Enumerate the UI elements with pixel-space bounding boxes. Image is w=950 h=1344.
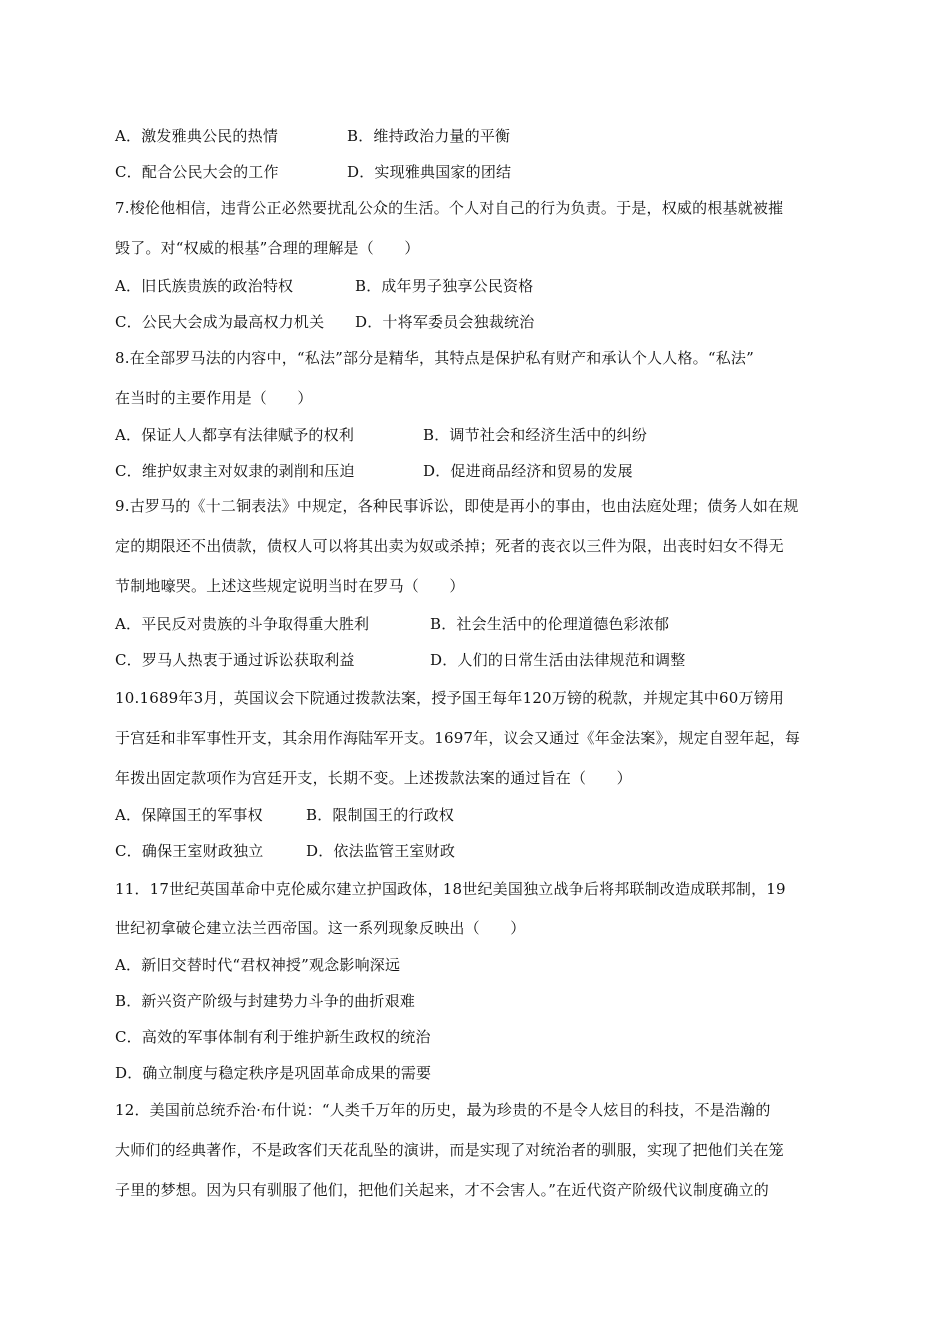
q11-stem-line-2: 世纪初拿破仑建立法兰西帝国。这一系列现象反映出（ ） <box>115 919 526 937</box>
q10-option-d: D．依法监管王室财政 <box>306 842 456 860</box>
q11-option-b: B．新兴资产阶级与封建势力斗争的曲折艰难 <box>115 992 416 1010</box>
q6-option-d: D．实现雅典国家的团结 <box>347 163 512 181</box>
q10-stem-line-2: 于宫廷和非军事性开支，其余用作海陆军开支。1697年，议会又通过《年金法案》，规定自翌年起，每 <box>115 729 801 747</box>
q9-option-c: C．罗马人热衷于通过诉讼获取利益 <box>115 651 355 669</box>
q6-option-c: C．配合公民大会的工作 <box>115 163 279 181</box>
q9-stem-line-2: 定的期限还不出债款，债权人可以将其出卖为奴或杀掉；死者的丧衣以三件为限，出丧时妇女不得无 <box>115 537 784 555</box>
q11-stem-line-1: 11．17世纪英国革命中克伦威尔建立护国政体，18世纪美国独立战争后将邦联制改造成联邦制，19 <box>115 880 786 898</box>
q12-stem-line-2: 大师们的经典著作，不是政客们天花乱坠的演讲，而是实现了对统治者的驯服，实现了把他们关在笼 <box>115 1141 784 1159</box>
q6-option-b: B．维持政治力量的平衡 <box>347 127 511 145</box>
q10-stem-line-3: 年拨出固定款项作为宫廷开支，长期不变。上述拨款法案的通过旨在（ ） <box>115 769 632 787</box>
q12-stem-line-1: 12．美国前总统乔治·布什说：“人类千万年的历史，最为珍贵的不是令人炫目的科技，不是浩瀚的 <box>115 1101 771 1119</box>
q8-option-c: C．维护奴隶主对奴隶的剥削和压迫 <box>115 462 355 480</box>
q7-option-c: C．公民大会成为最高权力机关 <box>115 313 325 331</box>
q8-stem-line-1: 8.在全部罗马法的内容中，“私法”部分是精华，其特点是保护私有财产和承认个人人格。“私法” <box>115 349 754 367</box>
q8-option-d: D．促进商品经济和贸易的发展 <box>423 462 633 480</box>
q12-stem-line-3: 子里的梦想。因为只有驯服了他们，把他们关起来，才不会害人。”在近代资产阶级代议制度确立的 <box>115 1181 769 1199</box>
q8-option-b: B．调节社会和经济生活中的纠纷 <box>423 426 648 444</box>
q6-option-a: A．激发雅典公民的热情 <box>115 127 279 145</box>
q10-option-b: B．限制国王的行政权 <box>306 806 455 824</box>
q8-stem-line-2: 在当时的主要作用是（ ） <box>115 389 313 407</box>
q9-stem-line-1: 9.古罗马的《十二铜表法》中规定，各种民事诉讼，即使是再小的事由，也由法庭处理；债务人如在规 <box>115 497 799 515</box>
q10-option-a: A．保障国王的军事权 <box>115 806 263 824</box>
q7-option-d: D．十将军委员会独裁统治 <box>355 313 535 331</box>
q9-stem-line-3: 节制地嚎哭。上述这些规定说明当时在罗马（ ） <box>115 577 465 595</box>
q11-option-d: D．确立制度与稳定秩序是巩固革命成果的需要 <box>115 1064 432 1082</box>
q9-option-a: A．平民反对贵族的斗争取得重大胜利 <box>115 615 370 633</box>
q8-option-a: A．保证人人都享有法律赋予的权利 <box>115 426 355 444</box>
q7-stem-line-2: 毁了。对“权威的根基”合理的理解是（ ） <box>115 239 420 257</box>
q7-stem-line-1: 7.梭伦他相信，违背公正必然要扰乱公众的生活。个人对自己的行为负责。于是，权威的根基就被摧 <box>115 199 784 217</box>
q11-option-c: C．高效的军事体制有利于维护新生政权的统治 <box>115 1028 431 1046</box>
q7-option-a: A．旧氏族贵族的政治特权 <box>115 277 294 295</box>
q10-option-c: C．确保王室财政独立 <box>115 842 264 860</box>
q7-option-b: B．成年男子独享公民资格 <box>355 277 534 295</box>
q9-option-b: B．社会生活中的伦理道德色彩浓郁 <box>430 615 670 633</box>
q11-option-a: A．新旧交替时代“君权神授”观念影响深远 <box>115 956 401 974</box>
q9-option-d: D．人们的日常生活由法律规范和调整 <box>430 651 686 669</box>
q10-stem-line-1: 10.1689年3月，英国议会下院通过拨款法案，授予国王每年120万镑的税款，并规定其中60万镑用 <box>115 689 785 707</box>
